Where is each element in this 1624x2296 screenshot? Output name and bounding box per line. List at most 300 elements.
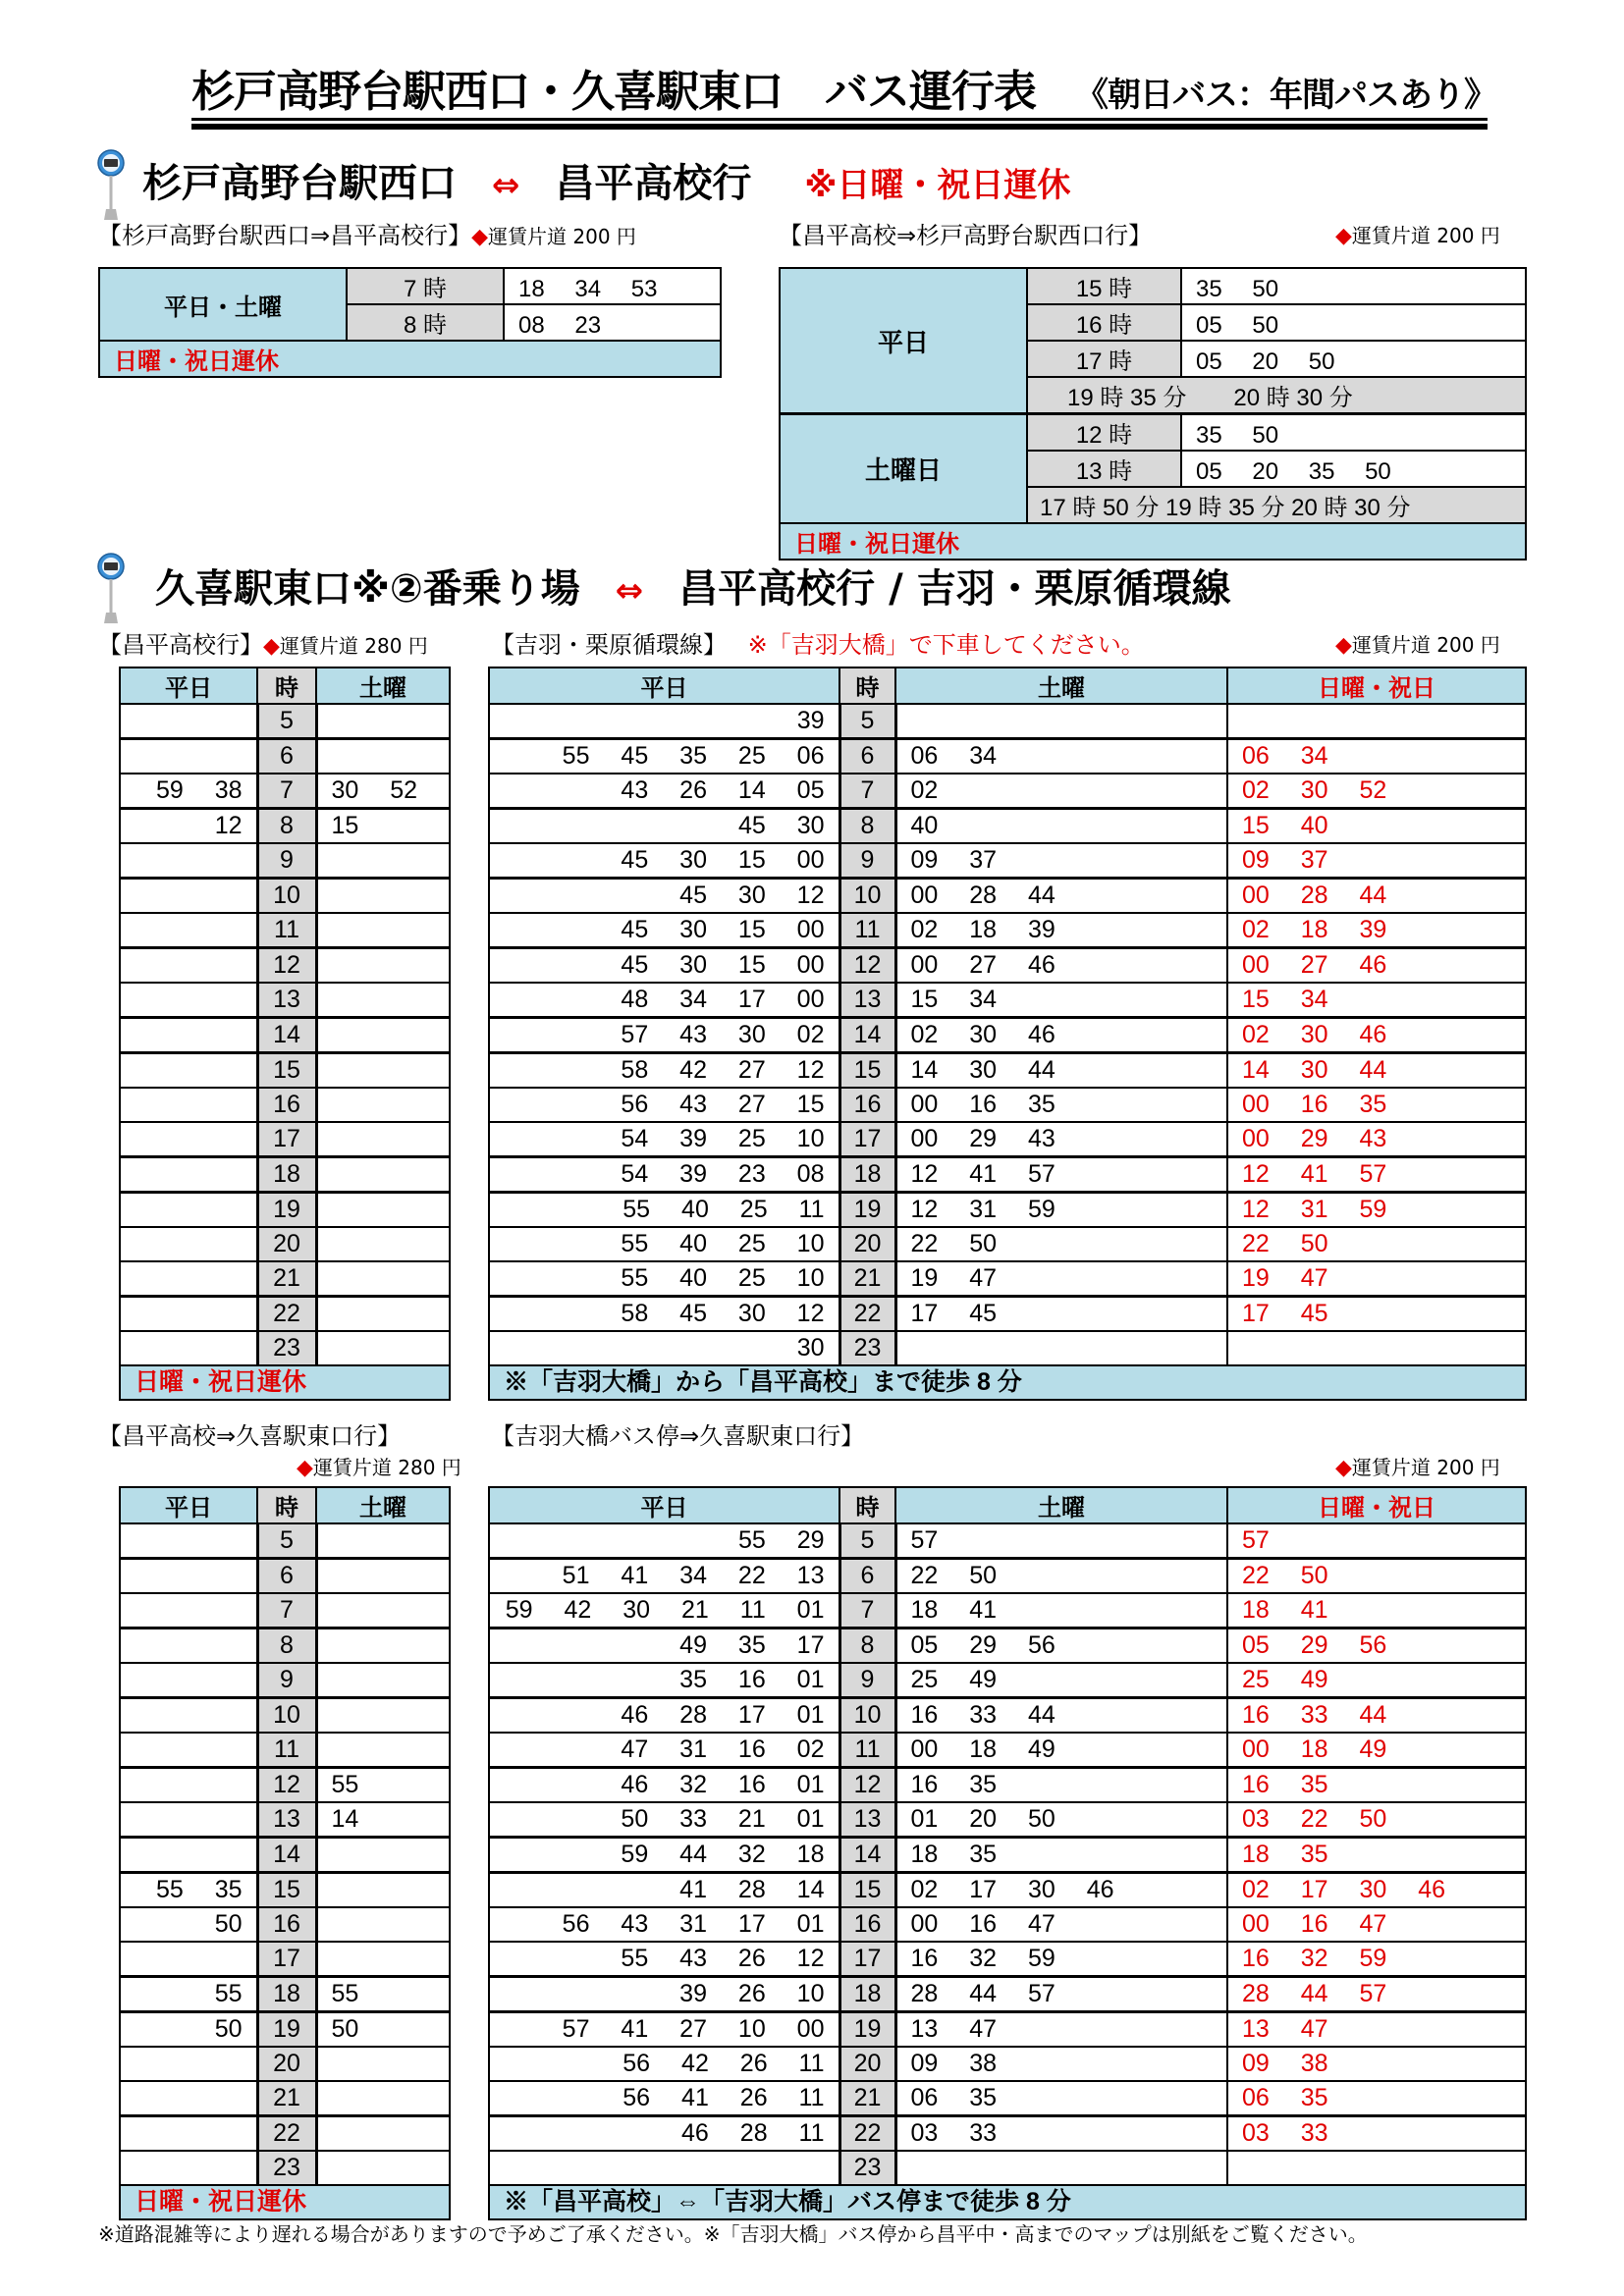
weekday-minutes: 55 45 35 25 06 <box>489 739 839 774</box>
table-row <box>120 1018 450 1053</box>
table-footer: 日曜・祝日運休 <box>120 1365 450 1400</box>
saturday-minutes: 00 16 35 <box>895 1088 1227 1122</box>
hour-cell: 16 <box>257 1088 316 1122</box>
hour-cell: 6 <box>257 739 316 774</box>
table-row <box>489 2012 1526 2048</box>
diamond-icon: ◆ <box>1335 633 1352 658</box>
hour-cell: 18 <box>839 1157 895 1193</box>
table-row <box>120 1523 450 1559</box>
weekday-minutes: 43 26 14 05 <box>489 774 839 809</box>
minutes-cell: 08 23 <box>504 304 721 341</box>
table-row <box>120 1297 450 1332</box>
hour-cell: 8 <box>257 1629 316 1664</box>
weekday-minutes: 55 40 25 11 <box>489 1193 839 1228</box>
saturday-minutes: 02 <box>895 774 1227 809</box>
hour-cell: 16 <box>839 1907 895 1942</box>
saturday-minutes <box>316 948 450 984</box>
weekday-minutes <box>120 1593 257 1629</box>
table-row <box>120 1838 450 1873</box>
table-row <box>120 1802 450 1838</box>
table-row <box>489 1907 1526 1942</box>
hour-cell: 9 <box>257 843 316 879</box>
weekday-minutes: 55 <box>120 1977 257 2012</box>
table-row <box>489 2081 1526 2116</box>
weekday-minutes <box>120 879 257 914</box>
column-hour: 時 <box>839 1487 895 1523</box>
table-row <box>120 1331 450 1365</box>
day-label: 土曜日 <box>780 414 1027 524</box>
section2-right-label <box>491 629 1145 661</box>
table-row <box>489 1053 1526 1089</box>
weekday-minutes: 49 35 17 <box>489 1629 839 1664</box>
saturday-minutes: 02 17 30 46 <box>895 1873 1227 1908</box>
weekday-minutes: 51 41 34 22 13 <box>489 1559 839 1594</box>
saturday-minutes <box>316 1942 450 1977</box>
section1-from: 杉戸高野台駅西口 <box>142 161 457 206</box>
saturday-minutes <box>316 1593 450 1629</box>
saturday-minutes <box>895 1331 1227 1365</box>
column-saturday: 土曜 <box>895 667 1227 704</box>
table-row <box>120 843 450 879</box>
hour-cell: 14 <box>257 1838 316 1873</box>
weekday-minutes <box>120 1193 257 1228</box>
weekday-minutes: 54 39 23 08 <box>489 1157 839 1193</box>
hour-cell: 11 <box>839 1733 895 1768</box>
table-row <box>489 948 1526 984</box>
hour-cell: 10 <box>257 1698 316 1734</box>
section3-right-label: 【吉羽大橋バス停⇒久喜駅東口行】 <box>491 1422 865 1450</box>
hour-cell: 19 <box>839 2012 895 2048</box>
minutes-cell: 35 50 <box>1181 414 1526 452</box>
saturday-minutes: 15 34 <box>895 983 1227 1018</box>
table-row <box>489 1698 1526 1734</box>
title-underline <box>191 118 1488 121</box>
hour-cell: 16 時 <box>1027 304 1181 341</box>
table-row <box>489 1838 1526 1873</box>
weekday-minutes <box>120 1698 257 1734</box>
section1-left-label <box>98 220 636 251</box>
weekday-minutes: 48 34 17 00 <box>489 983 839 1018</box>
hour-cell: 19 <box>257 1193 316 1228</box>
hour-cell: 11 <box>839 913 895 948</box>
sunday-holiday-minutes: 02 17 30 46 <box>1227 1873 1526 1908</box>
table-row <box>120 1227 450 1261</box>
weekday-minutes: 45 30 15 00 <box>489 843 839 879</box>
saturday-minutes: 02 18 39 <box>895 913 1227 948</box>
bus-stop-icon <box>94 553 128 623</box>
hour-cell: 20 <box>839 2047 895 2081</box>
saturday-minutes: 57 <box>895 1523 1227 1559</box>
table-row <box>120 2081 450 2116</box>
table-row <box>489 1629 1526 1664</box>
hour-cell: 17 <box>839 1122 895 1157</box>
weekday-minutes: 59 38 <box>120 774 257 809</box>
weekday-minutes: 55 29 <box>489 1523 839 1559</box>
saturday-minutes: 05 29 56 <box>895 1629 1227 1664</box>
saturday-minutes: 14 30 44 <box>895 1053 1227 1089</box>
sunday-holiday-minutes <box>1227 704 1526 739</box>
table-row <box>489 1593 1526 1629</box>
fare-text: 運賃片道 280 円 <box>312 1456 461 1479</box>
route-label: 【昌平高校行】 <box>98 631 263 659</box>
hour-cell: 17 <box>839 1942 895 1977</box>
saturday-minutes <box>316 2116 450 2152</box>
hour-cell: 12 <box>839 1768 895 1803</box>
hour-cell: 7 <box>839 774 895 809</box>
weekday-minutes: 58 42 27 12 <box>489 1053 839 1089</box>
hour-cell: 9 <box>839 1663 895 1698</box>
weekday-minutes <box>120 1768 257 1803</box>
weekday-minutes <box>120 2047 257 2081</box>
section3-right-table <box>488 1486 1527 2220</box>
saturday-minutes <box>316 1331 450 1365</box>
sunday-holiday-minutes: 28 44 57 <box>1227 1977 1526 2012</box>
table-row <box>120 1733 450 1768</box>
hour-cell: 5 <box>257 1523 316 1559</box>
sunday-holiday-minutes: 13 47 <box>1227 2012 1526 2048</box>
section2-right-table <box>488 667 1527 1401</box>
table-row <box>489 704 1526 739</box>
route-label: 【吉羽・栗原循環線】 <box>491 631 727 659</box>
sunday-holiday-minutes: 00 16 47 <box>1227 1907 1526 1942</box>
fare-text: 運賃片道 200 円 <box>1351 224 1500 247</box>
sunday-holiday-minutes: 00 16 35 <box>1227 1088 1526 1122</box>
weekday-minutes: 54 39 25 10 <box>489 1122 839 1157</box>
saturday-minutes <box>316 2047 450 2081</box>
table-row <box>489 1193 1526 1228</box>
sunday-holiday-minutes: 09 38 <box>1227 2047 1526 2081</box>
saturday-minutes <box>316 2081 450 2116</box>
weekday-minutes <box>120 1663 257 1698</box>
hour-cell: 6 <box>839 1559 895 1594</box>
hour-cell: 20 <box>839 1227 895 1261</box>
weekday-minutes: 57 41 27 10 00 <box>489 2012 839 2048</box>
sunday-holiday-minutes: 25 49 <box>1227 1663 1526 1698</box>
weekday-minutes: 50 33 21 01 <box>489 1802 839 1838</box>
weekday-minutes: 56 43 27 15 <box>489 1088 839 1122</box>
weekday-minutes <box>120 1942 257 1977</box>
column-weekday: 平日 <box>120 667 257 704</box>
sunday-holiday-minutes: 19 47 <box>1227 1261 1526 1297</box>
hour-cell: 13 <box>839 983 895 1018</box>
saturday-minutes <box>316 1873 450 1908</box>
hour-cell: 17 <box>257 1942 316 1977</box>
column-sunday-holiday: 日曜・祝日 <box>1227 1487 1526 1523</box>
table-row <box>489 1157 1526 1193</box>
sunday-holiday-minutes: 18 35 <box>1227 1838 1526 1873</box>
weekday-minutes: 55 35 <box>120 1873 257 1908</box>
saturday-minutes: 18 35 <box>895 1838 1227 1873</box>
saturday-minutes <box>316 1261 450 1297</box>
table-row <box>120 1053 450 1089</box>
table-row <box>489 1088 1526 1122</box>
table-row <box>120 2047 450 2081</box>
weekday-minutes: 46 28 17 01 <box>489 1698 839 1734</box>
hour-cell: 12 <box>839 948 895 984</box>
weekday-minutes: 45 30 15 00 <box>489 913 839 948</box>
table-row <box>120 1559 450 1594</box>
hour-cell: 20 <box>257 2047 316 2081</box>
sunday-holiday-minutes: 06 34 <box>1227 739 1526 774</box>
table-row <box>489 809 1526 844</box>
table-row <box>120 1088 450 1122</box>
sunday-holiday-minutes: 00 28 44 <box>1227 879 1526 914</box>
sunday-holiday-minutes: 00 27 46 <box>1227 948 1526 984</box>
hour-cell: 10 <box>839 1698 895 1734</box>
weekday-minutes <box>120 1227 257 1261</box>
fare-text: 運賃片道 200 円 <box>1351 633 1500 657</box>
weekday-minutes <box>120 1122 257 1157</box>
table-row <box>120 1977 450 2012</box>
hour-cell: 12 時 <box>1027 414 1181 452</box>
saturday-minutes: 13 47 <box>895 2012 1227 2048</box>
table-footer: 日曜・祝日運休 <box>120 2185 450 2219</box>
table-row <box>120 739 450 774</box>
hour-cell: 20 <box>257 1227 316 1261</box>
sunday-holiday-minutes: 16 32 59 <box>1227 1942 1526 1977</box>
hour-cell: 13 時 <box>1027 451 1181 487</box>
table-footer: ※「吉羽大橋」から「昌平高校」まで徒歩 8 分 <box>489 1365 1526 1400</box>
section2-from: 久喜駅東口※②番乗り場 <box>155 566 580 612</box>
bottom-note: ※道路混雑等により遅れる場合がありますので予めご了承ください。※「吉羽大橋」バス停から昌平中・高までのマップは別紙をご覧ください。 <box>98 2222 1368 2246</box>
sunday-holiday-minutes: 09 37 <box>1227 843 1526 879</box>
table-row <box>120 1663 450 1698</box>
hour-cell: 7 <box>839 1593 895 1629</box>
table-row <box>489 1261 1526 1297</box>
hour-cell: 7 時 <box>347 268 504 304</box>
table-row <box>489 2151 1526 2185</box>
hour-cell: 8 <box>839 1629 895 1664</box>
table-row <box>489 1802 1526 1838</box>
fare-text: 運賃片道 280 円 <box>279 634 428 658</box>
section2-to: 昌平高校行 / 吉羽・栗原循環線 <box>678 566 1231 612</box>
hour-cell: 18 <box>257 1977 316 2012</box>
page-title <box>191 61 1496 124</box>
table-row <box>489 1768 1526 1803</box>
table-row <box>120 704 450 739</box>
saturday-minutes <box>895 2151 1227 2185</box>
section3-left-fare <box>297 1454 461 1482</box>
minutes-cell: 05 20 50 <box>1181 341 1526 377</box>
hour-cell: 15 <box>839 1053 895 1089</box>
column-hour: 時 <box>839 667 895 704</box>
saturday-minutes <box>316 879 450 914</box>
weekday-minutes <box>120 1297 257 1332</box>
minutes-cell: 18 34 53 <box>504 268 721 304</box>
saturday-minutes <box>316 983 450 1018</box>
saturday-minutes <box>316 1733 450 1768</box>
hour-cell: 7 <box>257 774 316 809</box>
section1-right-label: 【昌平高校⇒杉戸高野台駅西口行】 <box>779 222 1153 249</box>
sunday-holiday-minutes: 17 45 <box>1227 1297 1526 1332</box>
sunday-holiday-minutes: 03 22 50 <box>1227 1802 1526 1838</box>
table-row <box>120 809 450 844</box>
column-sunday-holiday: 日曜・祝日 <box>1227 667 1526 704</box>
sunday-holiday-minutes: 15 40 <box>1227 809 1526 844</box>
hour-cell: 15 <box>839 1873 895 1908</box>
table-row <box>120 879 450 914</box>
hour-cell: 8 時 <box>347 304 504 341</box>
hour-cell: 17 時 <box>1027 341 1181 377</box>
table-row <box>120 948 450 984</box>
saturday-minutes <box>316 739 450 774</box>
saturday-minutes: 00 28 44 <box>895 879 1227 914</box>
table-row <box>120 1698 450 1734</box>
weekday-minutes: 46 28 11 <box>489 2116 839 2152</box>
hour-cell: 11 <box>257 1733 316 1768</box>
table-row <box>120 2012 450 2048</box>
sunday-holiday-minutes: 02 30 52 <box>1227 774 1526 809</box>
saturday-minutes <box>316 913 450 948</box>
saturday-minutes: 01 20 50 <box>895 1802 1227 1838</box>
table-row <box>489 1559 1526 1594</box>
column-weekday: 平日 <box>489 1487 839 1523</box>
section1-right-fare <box>1335 222 1500 250</box>
saturday-minutes: 16 32 59 <box>895 1942 1227 1977</box>
weekday-minutes: 50 <box>120 2012 257 2048</box>
sunday-holiday-minutes: 57 <box>1227 1523 1526 1559</box>
hour-cell: 7 <box>257 1593 316 1629</box>
sunday-holiday-minutes: 22 50 <box>1227 1227 1526 1261</box>
section1-left-table <box>98 267 722 378</box>
column-saturday: 土曜 <box>316 1487 450 1523</box>
double-arrow-icon: ⇔ <box>491 166 520 205</box>
saturday-minutes <box>316 704 450 739</box>
diamond-icon: ◆ <box>1335 224 1352 248</box>
saturday-minutes: 22 50 <box>895 1559 1227 1594</box>
saturday-minutes: 19 47 <box>895 1261 1227 1297</box>
table-footer: 日曜・祝日運休 <box>99 341 721 377</box>
weekday-minutes <box>120 1088 257 1122</box>
hour-cell: 16 <box>839 1088 895 1122</box>
section1-notice: ※日曜・祝日運休 <box>804 166 1071 205</box>
hour-cell: 21 <box>257 2081 316 2116</box>
weekday-minutes: 57 43 30 02 <box>489 1018 839 1053</box>
weekday-minutes <box>120 1331 257 1365</box>
saturday-minutes <box>316 1559 450 1594</box>
weekday-minutes: 58 45 30 12 <box>489 1297 839 1332</box>
hour-cell: 18 <box>257 1157 316 1193</box>
hour-cell: 9 <box>257 1663 316 1698</box>
hour-cell: 22 <box>839 2116 895 2152</box>
sunday-holiday-minutes <box>1227 1331 1526 1365</box>
sunday-holiday-minutes: 16 33 44 <box>1227 1698 1526 1734</box>
saturday-minutes: 00 18 49 <box>895 1733 1227 1768</box>
column-weekday: 平日 <box>120 1487 257 1523</box>
weekday-minutes <box>120 843 257 879</box>
table-row <box>120 774 450 809</box>
diamond-icon: ◆ <box>1335 1456 1352 1480</box>
day-label: 平日・土曜 <box>99 268 347 341</box>
weekday-minutes <box>120 1523 257 1559</box>
weekday-minutes <box>120 983 257 1018</box>
saturday-minutes: 18 41 <box>895 1593 1227 1629</box>
section3-left-table <box>119 1486 451 2220</box>
hour-cell: 21 <box>839 1261 895 1297</box>
sunday-holiday-minutes: 06 35 <box>1227 2081 1526 2116</box>
saturday-minutes: 40 <box>895 809 1227 844</box>
table-row <box>489 1663 1526 1698</box>
saturday-minutes: 09 38 <box>895 2047 1227 2081</box>
hour-cell: 12 <box>257 1768 316 1803</box>
weekday-minutes <box>120 1629 257 1664</box>
hour-cell: 9 <box>839 843 895 879</box>
saturday-minutes <box>316 1122 450 1157</box>
bus-stop-icon <box>94 149 128 220</box>
hour-cell: 15 時 <box>1027 268 1181 304</box>
saturday-minutes: 25 49 <box>895 1663 1227 1698</box>
weekday-minutes <box>120 1053 257 1089</box>
weekday-minutes <box>489 2151 839 2185</box>
table-row <box>489 1873 1526 1908</box>
weekday-minutes <box>120 1261 257 1297</box>
extra-times: 19 時 35 分 20 時 30 分 <box>1027 377 1526 414</box>
hour-cell: 5 <box>257 704 316 739</box>
sunday-holiday-minutes: 12 31 59 <box>1227 1193 1526 1228</box>
weekday-minutes <box>120 913 257 948</box>
table-row <box>489 1733 1526 1768</box>
hour-cell: 21 <box>839 2081 895 2116</box>
section1-right-table <box>779 267 1527 561</box>
saturday-minutes <box>316 1053 450 1089</box>
saturday-minutes <box>316 1297 450 1332</box>
hour-cell: 13 <box>257 1802 316 1838</box>
weekday-minutes <box>120 704 257 739</box>
weekday-minutes: 47 31 16 02 <box>489 1733 839 1768</box>
section2-left-label <box>98 629 428 661</box>
table-row <box>120 1593 450 1629</box>
sunday-holiday-minutes: 05 29 56 <box>1227 1629 1526 1664</box>
minutes-cell: 35 50 <box>1181 268 1526 304</box>
saturday-minutes <box>316 1907 450 1942</box>
hour-cell: 23 <box>839 1331 895 1365</box>
table-row <box>489 774 1526 809</box>
hour-cell: 22 <box>257 2116 316 2152</box>
weekday-minutes: 59 42 30 21 11 01 <box>489 1593 839 1629</box>
table-row <box>120 1873 450 1908</box>
table-row <box>120 1157 450 1193</box>
weekday-minutes: 55 43 26 12 <box>489 1942 839 1977</box>
saturday-minutes: 28 44 57 <box>895 1977 1227 2012</box>
saturday-minutes: 55 <box>316 1977 450 2012</box>
day-label: 平日 <box>780 268 1027 414</box>
hour-cell: 13 <box>839 1802 895 1838</box>
table-row <box>489 879 1526 914</box>
sunday-holiday-minutes: 18 41 <box>1227 1593 1526 1629</box>
section2-heading <box>155 564 1231 615</box>
weekday-minutes: 50 <box>120 1907 257 1942</box>
weekday-minutes: 39 <box>489 704 839 739</box>
saturday-minutes: 00 27 46 <box>895 948 1227 984</box>
saturday-minutes: 03 33 <box>895 2116 1227 2152</box>
table-row <box>489 1227 1526 1261</box>
hour-cell: 15 <box>257 1873 316 1908</box>
column-weekday: 平日 <box>489 667 839 704</box>
section2-left-table <box>119 667 451 1401</box>
saturday-minutes: 06 35 <box>895 2081 1227 2116</box>
sunday-holiday-minutes <box>1227 2151 1526 2185</box>
hour-cell: 16 <box>257 1907 316 1942</box>
saturday-minutes: 09 37 <box>895 843 1227 879</box>
hour-cell: 19 <box>839 1193 895 1228</box>
section1-heading <box>142 159 1070 210</box>
title-main: 杉戸高野台駅西口・久喜駅東口 バス運行表 <box>191 67 1036 117</box>
saturday-minutes <box>316 2151 450 2185</box>
hour-cell: 15 <box>257 1053 316 1089</box>
hour-cell: 23 <box>257 2151 316 2185</box>
weekday-minutes <box>120 739 257 774</box>
section3-left-label: 【昌平高校⇒久喜駅東口行】 <box>98 1422 402 1450</box>
